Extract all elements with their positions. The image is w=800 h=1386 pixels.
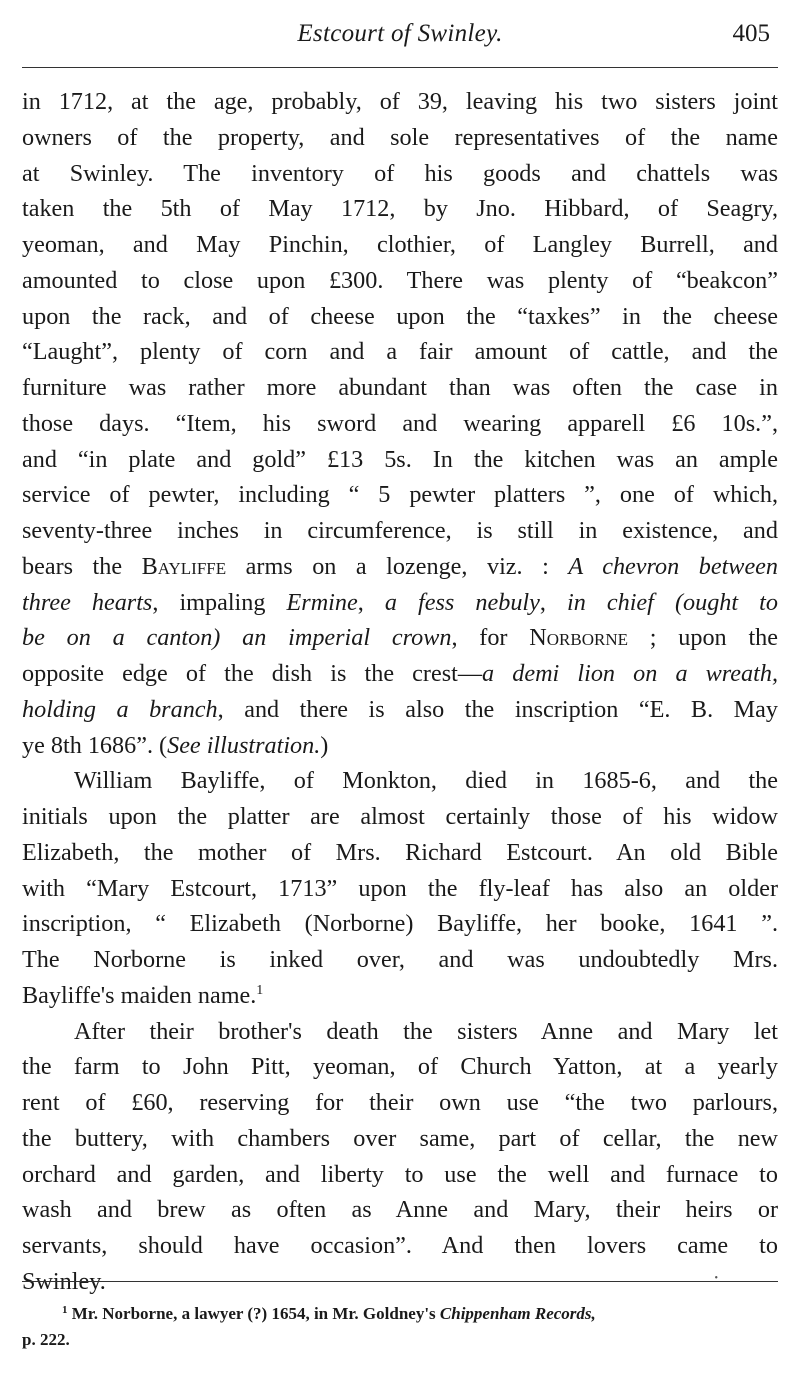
text-line xyxy=(22,585,778,621)
text-line: servants, should have occasion”. And then lovers came to xyxy=(22,1232,778,1259)
text-line xyxy=(22,620,778,656)
italic-reference: See illustration. xyxy=(167,731,321,759)
text-span: , for xyxy=(451,624,530,652)
italic-blazon: a demi lion on a wreath, xyxy=(482,660,778,687)
footnote-text: Mr. Norborne, a lawyer (?) 1654, in Mr. Goldney's xyxy=(71,1304,440,1323)
text-line: service of pewter, including “ 5 pewter platters ”, one of which, xyxy=(22,481,778,509)
text-line: Elizabeth, the mother of Mrs. Richard Estcourt. An old Bible xyxy=(22,838,778,866)
italic-blazon: holding a branch xyxy=(22,695,218,723)
italic-blazon: be on a canton) an imperial crown xyxy=(22,624,452,652)
italic-blazon: in chief (ought to xyxy=(567,588,778,616)
text-span: ye 8th 1686”. ( xyxy=(22,731,168,759)
text-line: orchard and garden, and liberty to use the well and furnace to xyxy=(22,1160,778,1188)
text-line: those days. “Item, his sword and wearing apparell £6 10s.”, xyxy=(22,409,778,437)
text-span: ; upon the xyxy=(627,624,778,652)
text-span: , and there is also the inscription “E. B. May xyxy=(217,695,778,723)
text-line: The Norborne is inked over, and was undoubtedly Mrs. xyxy=(22,946,778,973)
text-line xyxy=(22,728,778,764)
text-line: with “Mary Estcourt, 1713” upon the fly-leaf has also an older xyxy=(22,874,778,902)
text-line: amounted to close upon £300. There was plenty of “beakcon” xyxy=(22,266,778,294)
page-number: 405 xyxy=(732,20,770,47)
text-span: ) xyxy=(320,731,329,759)
header-rule xyxy=(22,67,778,68)
running-header xyxy=(22,14,778,54)
text-span: , xyxy=(539,588,567,616)
text-line: wash and brew as often as Anne and Mary, their heirs or xyxy=(22,1196,778,1224)
body-text xyxy=(22,84,778,1300)
text-line xyxy=(22,549,778,585)
text-line: furniture was rather more abundant than was often the case in xyxy=(22,374,778,401)
small-caps-name: Bayliffe xyxy=(141,552,227,580)
text-span: opposite edge of the dish is the crest— xyxy=(22,660,483,687)
footnote-mark: 1 xyxy=(62,1304,68,1316)
text-span: arms on a lozenge, viz. : xyxy=(226,552,569,580)
text-line: William Bayliffe, of Monkton, died in 1685-6, and the xyxy=(74,767,778,795)
text-line: upon the rack, and of cheese upon the “taxkes” in the cheese xyxy=(22,302,778,330)
text-line: taken the 5th of May 1712, by Jno. Hibbard, of Seagry, xyxy=(22,195,778,223)
text-span: , impaling xyxy=(152,588,287,616)
italic-blazon: three hearts xyxy=(22,588,153,616)
footnote-line xyxy=(22,1301,778,1327)
printer-dot: • xyxy=(714,1273,718,1284)
text-line: “Laught”, plenty of corn and a fair amount of cattle, and the xyxy=(22,338,778,366)
running-title: Estcourt of Swinley. xyxy=(297,20,503,47)
text-line xyxy=(22,692,778,728)
footnote-reference: 1 xyxy=(256,982,264,998)
text-line: the buttery, with chambers over same, part of cellar, the new xyxy=(22,1124,778,1152)
text-span: Bayliffe's maiden name. xyxy=(22,981,257,1009)
text-line: and “in plate and gold” £13 5s. In the kitchen was an ample xyxy=(22,445,778,473)
text-line: the farm to John Pitt, yeoman, of Church Yatton, at a yearly xyxy=(22,1053,778,1081)
text-line: at Swinley. The inventory of his goods and chattels was xyxy=(22,159,778,187)
text-line: in 1712, at the age, probably, of 39, leaving his two sisters joint xyxy=(22,88,778,115)
text-line xyxy=(22,656,778,692)
text-line: owners of the property, and sole representatives of the name xyxy=(22,123,778,151)
italic-blazon: a fess nebuly xyxy=(384,588,540,616)
text-line: seventy-three inches in circumference, is still in existence, and xyxy=(22,517,778,544)
footnote-line: p. 222. xyxy=(22,1330,70,1349)
text-line xyxy=(22,978,778,1014)
text-line: rent of £60, reserving for their own use “the two parlours, xyxy=(22,1089,778,1116)
footnote xyxy=(22,1301,778,1353)
text-line: Swinley. xyxy=(22,1267,106,1295)
text-line: yeoman, and May Pinchin, clothier, of Langley Burrell, and xyxy=(22,231,778,258)
small-caps-name: Norborne xyxy=(529,624,628,652)
text-span: bears the xyxy=(22,552,142,580)
text-line: inscription, “ Elizabeth (Norborne) Bayliffe, her booke, 1641 ”. xyxy=(22,910,778,938)
footnote-rule xyxy=(22,1281,778,1282)
italic-blazon: A chevron between xyxy=(568,552,778,580)
italic-blazon: Ermine xyxy=(286,588,358,616)
text-line: After their brother's death the sisters Anne and Mary let xyxy=(74,1017,778,1045)
text-line: initials upon the platter are almost certainly those of his widow xyxy=(22,803,778,830)
footnote-source-title: Chippenham Records, xyxy=(439,1304,596,1323)
text-span: , xyxy=(357,588,385,616)
